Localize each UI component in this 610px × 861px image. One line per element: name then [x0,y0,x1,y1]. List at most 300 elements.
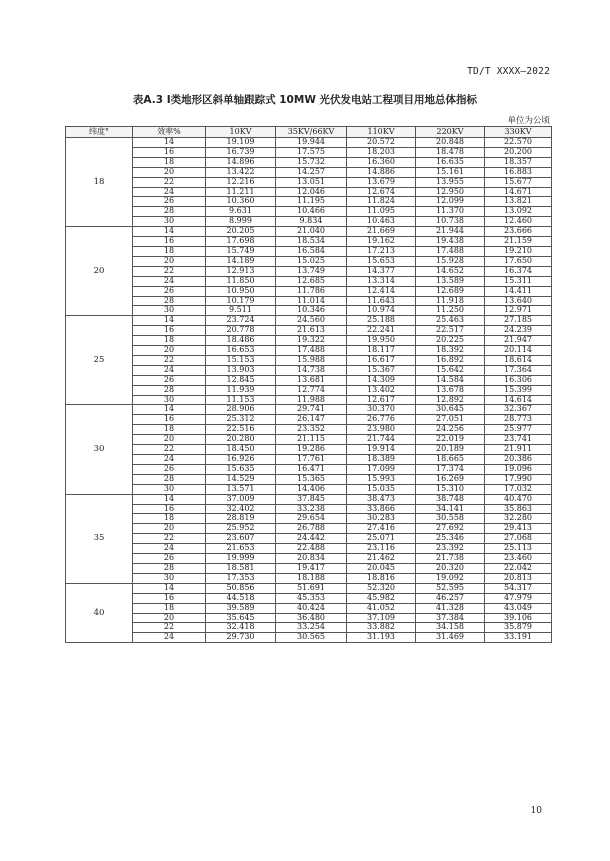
value-cell: 12.913 [206,266,276,276]
value-cell: 14.411 [485,286,552,296]
value-cell: 33.254 [276,623,347,633]
value-cell: 18.581 [206,563,276,573]
value-cell: 21.669 [347,227,416,237]
value-cell: 17.488 [416,246,485,256]
value-cell: 13.749 [276,266,347,276]
value-cell: 34.141 [416,504,485,514]
value-cell: 52.595 [416,583,485,593]
value-cell: 10.950 [206,286,276,296]
table-row [66,256,552,266]
value-cell: 12.971 [485,306,552,316]
table-row [66,197,552,207]
efficiency-cell: 16 [133,504,206,514]
table-row [66,346,552,356]
value-cell: 33.191 [485,633,552,643]
value-cell: 41.052 [347,603,416,613]
efficiency-cell: 24 [133,276,206,286]
value-cell: 25.188 [347,316,416,326]
efficiency-cell: 24 [133,455,206,465]
value-cell: 28.773 [485,415,552,425]
value-cell: 38.473 [347,494,416,504]
value-cell: 21.947 [485,336,552,346]
value-cell: 21.613 [276,326,347,336]
value-cell: 51.691 [276,583,347,593]
value-cell: 50.856 [206,583,276,593]
value-cell: 21.159 [485,237,552,247]
value-cell: 19.950 [347,336,416,346]
table-row [66,336,552,346]
table-row [66,563,552,573]
value-cell: 18.203 [347,147,416,157]
value-cell: 35.645 [206,613,276,623]
table-row [66,544,552,554]
table-row [66,583,552,593]
value-cell: 33.882 [347,623,416,633]
efficiency-cell: 18 [133,336,206,346]
table-row [66,147,552,157]
value-cell: 32.418 [206,623,276,633]
table-row [66,365,552,375]
value-cell: 23.724 [206,316,276,326]
value-cell: 21.738 [416,554,485,564]
value-cell: 13.402 [347,385,416,395]
value-cell: 14.614 [485,395,552,405]
value-cell: 47.979 [485,593,552,603]
table-body [66,138,552,643]
table-row [66,375,552,385]
table-row [66,266,552,276]
value-cell: 25.071 [347,534,416,544]
efficiency-cell: 18 [133,246,206,256]
value-cell: 30.283 [347,514,416,524]
table-row [66,296,552,306]
unit-note: 单位为公顷 [507,116,550,126]
table-row [66,316,552,326]
value-cell: 19.162 [347,237,416,247]
value-cell: 22.241 [347,326,416,336]
efficiency-cell: 22 [133,177,206,187]
value-cell: 12.689 [416,286,485,296]
efficiency-cell: 16 [133,147,206,157]
efficiency-cell: 18 [133,514,206,524]
latitude-cell: 40 [66,583,133,642]
table-row [66,593,552,603]
value-cell: 13.681 [276,375,347,385]
value-cell: 24.560 [276,316,347,326]
land-use-index-table [65,126,552,643]
value-cell: 39.106 [485,613,552,623]
efficiency-cell: 22 [133,445,206,455]
value-cell: 20.205 [206,227,276,237]
value-cell: 15.035 [347,484,416,494]
value-cell: 45.982 [347,593,416,603]
table-row [66,306,552,316]
efficiency-cell: 24 [133,544,206,554]
table-row [66,246,552,256]
efficiency-cell: 30 [133,484,206,494]
value-cell: 13.571 [206,484,276,494]
value-cell: 32.367 [485,405,552,415]
value-cell: 19.096 [485,464,552,474]
value-cell: 17.575 [276,147,347,157]
value-cell: 30.370 [347,405,416,415]
value-cell: 12.845 [206,375,276,385]
efficiency-cell: 28 [133,207,206,217]
value-cell: 13.589 [416,276,485,286]
value-cell: 23.741 [485,435,552,445]
value-cell: 15.928 [416,256,485,266]
table-row [66,157,552,167]
value-cell: 15.749 [206,246,276,256]
value-cell: 27.068 [485,534,552,544]
value-cell: 11.850 [206,276,276,286]
column-header-latitude: 纬度° [66,127,133,138]
latitude-cell: 25 [66,316,133,405]
value-cell: 37.109 [347,613,416,623]
table-title: 表A.3 Ⅰ类地形区斜单轴跟踪式 10MW 光伏发电站工程项目用地总体指标 [132,94,478,106]
value-cell: 12.774 [276,385,347,395]
value-cell: 18.478 [416,147,485,157]
efficiency-cell: 20 [133,256,206,266]
value-cell: 35.863 [485,504,552,514]
value-cell: 15.635 [206,464,276,474]
latitude-cell: 20 [66,227,133,316]
value-cell: 16.739 [206,147,276,157]
value-cell: 11.939 [206,385,276,395]
value-cell: 14.529 [206,474,276,484]
value-cell: 11.643 [347,296,416,306]
table-row [66,534,552,544]
value-cell: 22.488 [276,544,347,554]
value-cell: 18.188 [276,573,347,583]
value-cell: 13.903 [206,365,276,375]
value-cell: 33.866 [347,504,416,514]
value-cell: 20.200 [485,147,552,157]
efficiency-cell: 30 [133,217,206,227]
value-cell: 16.883 [485,167,552,177]
value-cell: 15.988 [276,355,347,365]
table-row [66,455,552,465]
value-cell: 22.516 [206,425,276,435]
value-cell: 11.195 [276,197,347,207]
value-cell: 17.488 [276,346,347,356]
value-cell: 40.470 [485,494,552,504]
value-cell: 19.944 [276,138,347,148]
value-cell: 17.099 [347,464,416,474]
efficiency-cell: 20 [133,613,206,623]
value-cell: 52.320 [347,583,416,593]
value-cell: 12.674 [347,187,416,197]
efficiency-cell: 26 [133,286,206,296]
value-cell: 16.360 [347,157,416,167]
value-cell: 26.147 [276,415,347,425]
value-cell: 13.051 [276,177,347,187]
value-cell: 17.364 [485,365,552,375]
value-cell: 21.744 [347,435,416,445]
value-cell: 22.019 [416,435,485,445]
efficiency-cell: 26 [133,197,206,207]
value-cell: 11.988 [276,395,347,405]
value-cell: 19.109 [206,138,276,148]
table-row [66,603,552,613]
efficiency-cell: 16 [133,237,206,247]
value-cell: 31.469 [416,633,485,643]
table-row [66,217,552,227]
value-cell: 10.179 [206,296,276,306]
efficiency-cell: 16 [133,415,206,425]
value-cell: 14.257 [276,167,347,177]
value-cell: 19.210 [485,246,552,256]
value-cell: 13.640 [485,296,552,306]
table-row [66,227,552,237]
value-cell: 20.386 [485,455,552,465]
value-cell: 12.216 [206,177,276,187]
value-cell: 11.250 [416,306,485,316]
value-cell: 20.813 [485,573,552,583]
value-cell: 23.460 [485,554,552,564]
value-cell: 37.009 [206,494,276,504]
table-row [66,474,552,484]
value-cell: 15.677 [485,177,552,187]
value-cell: 17.761 [276,455,347,465]
efficiency-cell: 20 [133,167,206,177]
table-row [66,623,552,633]
value-cell: 31.193 [347,633,416,643]
value-cell: 16.635 [416,157,485,167]
efficiency-cell: 30 [133,395,206,405]
value-cell: 11.786 [276,286,347,296]
value-cell: 23.352 [276,425,347,435]
value-cell: 18.117 [347,346,416,356]
efficiency-cell: 14 [133,138,206,148]
value-cell: 18.392 [416,346,485,356]
value-cell: 15.993 [347,474,416,484]
value-cell: 18.665 [416,455,485,465]
value-cell: 25.346 [416,534,485,544]
value-cell: 11.153 [206,395,276,405]
value-cell: 23.392 [416,544,485,554]
page-number: 10 [530,806,542,816]
table-row [66,187,552,197]
value-cell: 18.614 [485,355,552,365]
value-cell: 19.438 [416,237,485,247]
value-cell: 14.738 [276,365,347,375]
value-cell: 11.014 [276,296,347,306]
value-cell: 21.653 [206,544,276,554]
table-row [66,177,552,187]
table-row [66,425,552,435]
value-cell: 11.918 [416,296,485,306]
value-cell: 20.848 [416,138,485,148]
value-cell: 8.999 [206,217,276,227]
efficiency-cell: 22 [133,623,206,633]
efficiency-cell: 28 [133,385,206,395]
efficiency-cell: 14 [133,227,206,237]
value-cell: 45.353 [276,593,347,603]
value-cell: 14.671 [485,187,552,197]
value-cell: 15.399 [485,385,552,395]
table-row [66,573,552,583]
value-cell: 22.042 [485,563,552,573]
value-cell: 26.776 [347,415,416,425]
efficiency-cell: 18 [133,425,206,435]
value-cell: 14.406 [276,484,347,494]
value-cell: 54.317 [485,583,552,593]
value-cell: 20.225 [416,336,485,346]
table-row [66,385,552,395]
value-cell: 27.051 [416,415,485,425]
value-cell: 12.685 [276,276,347,286]
value-cell: 15.153 [206,355,276,365]
value-cell: 37.845 [276,494,347,504]
value-cell: 17.374 [416,464,485,474]
efficiency-cell: 20 [133,346,206,356]
value-cell: 12.046 [276,187,347,197]
column-header-35kv-66kv: 35KV/66KV [276,127,347,138]
value-cell: 12.099 [416,197,485,207]
value-cell: 28.906 [206,405,276,415]
value-cell: 26.788 [276,524,347,534]
value-cell: 15.161 [416,167,485,177]
value-cell: 24.239 [485,326,552,336]
efficiency-cell: 18 [133,603,206,613]
value-cell: 23.607 [206,534,276,544]
value-cell: 44.518 [206,593,276,603]
efficiency-cell: 16 [133,326,206,336]
value-cell: 18.534 [276,237,347,247]
table-row [66,484,552,494]
value-cell: 29.730 [206,633,276,643]
value-cell: 20.189 [416,445,485,455]
table-row [66,355,552,365]
efficiency-cell: 20 [133,435,206,445]
column-header-110kv: 110KV [347,127,416,138]
value-cell: 33.238 [276,504,347,514]
value-cell: 43.049 [485,603,552,613]
value-cell: 21.040 [276,227,347,237]
value-cell: 12.617 [347,395,416,405]
value-cell: 27.692 [416,524,485,534]
efficiency-cell: 28 [133,474,206,484]
value-cell: 21.115 [276,435,347,445]
value-cell: 38.748 [416,494,485,504]
efficiency-cell: 24 [133,633,206,643]
value-cell: 20.778 [206,326,276,336]
table-row [66,524,552,534]
efficiency-cell: 22 [133,534,206,544]
efficiency-cell: 28 [133,296,206,306]
value-cell: 29.654 [276,514,347,524]
efficiency-cell: 24 [133,365,206,375]
value-cell: 25.312 [206,415,276,425]
table-row [66,504,552,514]
value-cell: 12.460 [485,217,552,227]
value-cell: 10.346 [276,306,347,316]
value-cell: 13.092 [485,207,552,217]
value-cell: 27.416 [347,524,416,534]
value-cell: 9.511 [206,306,276,316]
table-row [66,286,552,296]
value-cell: 14.652 [416,266,485,276]
value-cell: 15.365 [276,474,347,484]
efficiency-cell: 24 [133,187,206,197]
value-cell: 23.666 [485,227,552,237]
value-cell: 16.617 [347,355,416,365]
value-cell: 41.328 [416,603,485,613]
value-cell: 11.824 [347,197,416,207]
value-cell: 10.466 [276,207,347,217]
table-row [66,435,552,445]
value-cell: 19.417 [276,563,347,573]
value-cell: 36.480 [276,613,347,623]
value-cell: 13.314 [347,276,416,286]
value-cell: 17.032 [485,484,552,494]
table-row [66,237,552,247]
value-cell: 15.367 [347,365,416,375]
value-cell: 16.374 [485,266,552,276]
value-cell: 11.370 [416,207,485,217]
latitude-cell: 18 [66,138,133,227]
table-row [66,445,552,455]
column-header-10kv: 10KV [206,127,276,138]
standard-code: TD/T XXXX—2022 [467,66,550,77]
value-cell: 30.558 [416,514,485,524]
value-cell: 18.816 [347,573,416,583]
value-cell: 19.322 [276,336,347,346]
value-cell: 29.413 [485,524,552,534]
efficiency-cell: 14 [133,405,206,415]
efficiency-cell: 14 [133,494,206,504]
efficiency-cell: 14 [133,316,206,326]
value-cell: 18.357 [485,157,552,167]
table-row [66,514,552,524]
efficiency-cell: 28 [133,563,206,573]
value-cell: 10.974 [347,306,416,316]
value-cell: 14.886 [347,167,416,177]
table-row [66,613,552,623]
value-cell: 20.572 [347,138,416,148]
value-cell: 29.741 [276,405,347,415]
value-cell: 22.570 [485,138,552,148]
value-cell: 16.269 [416,474,485,484]
value-cell: 12.414 [347,286,416,296]
value-cell: 40.424 [276,603,347,613]
efficiency-cell: 30 [133,306,206,316]
table-row [66,167,552,177]
value-cell: 46.257 [416,593,485,603]
value-cell: 23.116 [347,544,416,554]
value-cell: 14.189 [206,256,276,266]
latitude-cell: 30 [66,405,133,494]
value-cell: 18.389 [347,455,416,465]
value-cell: 13.678 [416,385,485,395]
value-cell: 21.462 [347,554,416,564]
value-cell: 23.980 [347,425,416,435]
value-cell: 25.952 [206,524,276,534]
value-cell: 19.092 [416,573,485,583]
value-cell: 16.471 [276,464,347,474]
efficiency-cell: 22 [133,355,206,365]
value-cell: 32.402 [206,504,276,514]
value-cell: 13.422 [206,167,276,177]
value-cell: 35.879 [485,623,552,633]
column-header-efficiency: 效率% [133,127,206,138]
table-row [66,415,552,425]
value-cell: 16.653 [206,346,276,356]
value-cell: 37.384 [416,613,485,623]
value-cell: 30.645 [416,405,485,415]
value-cell: 14.377 [347,266,416,276]
